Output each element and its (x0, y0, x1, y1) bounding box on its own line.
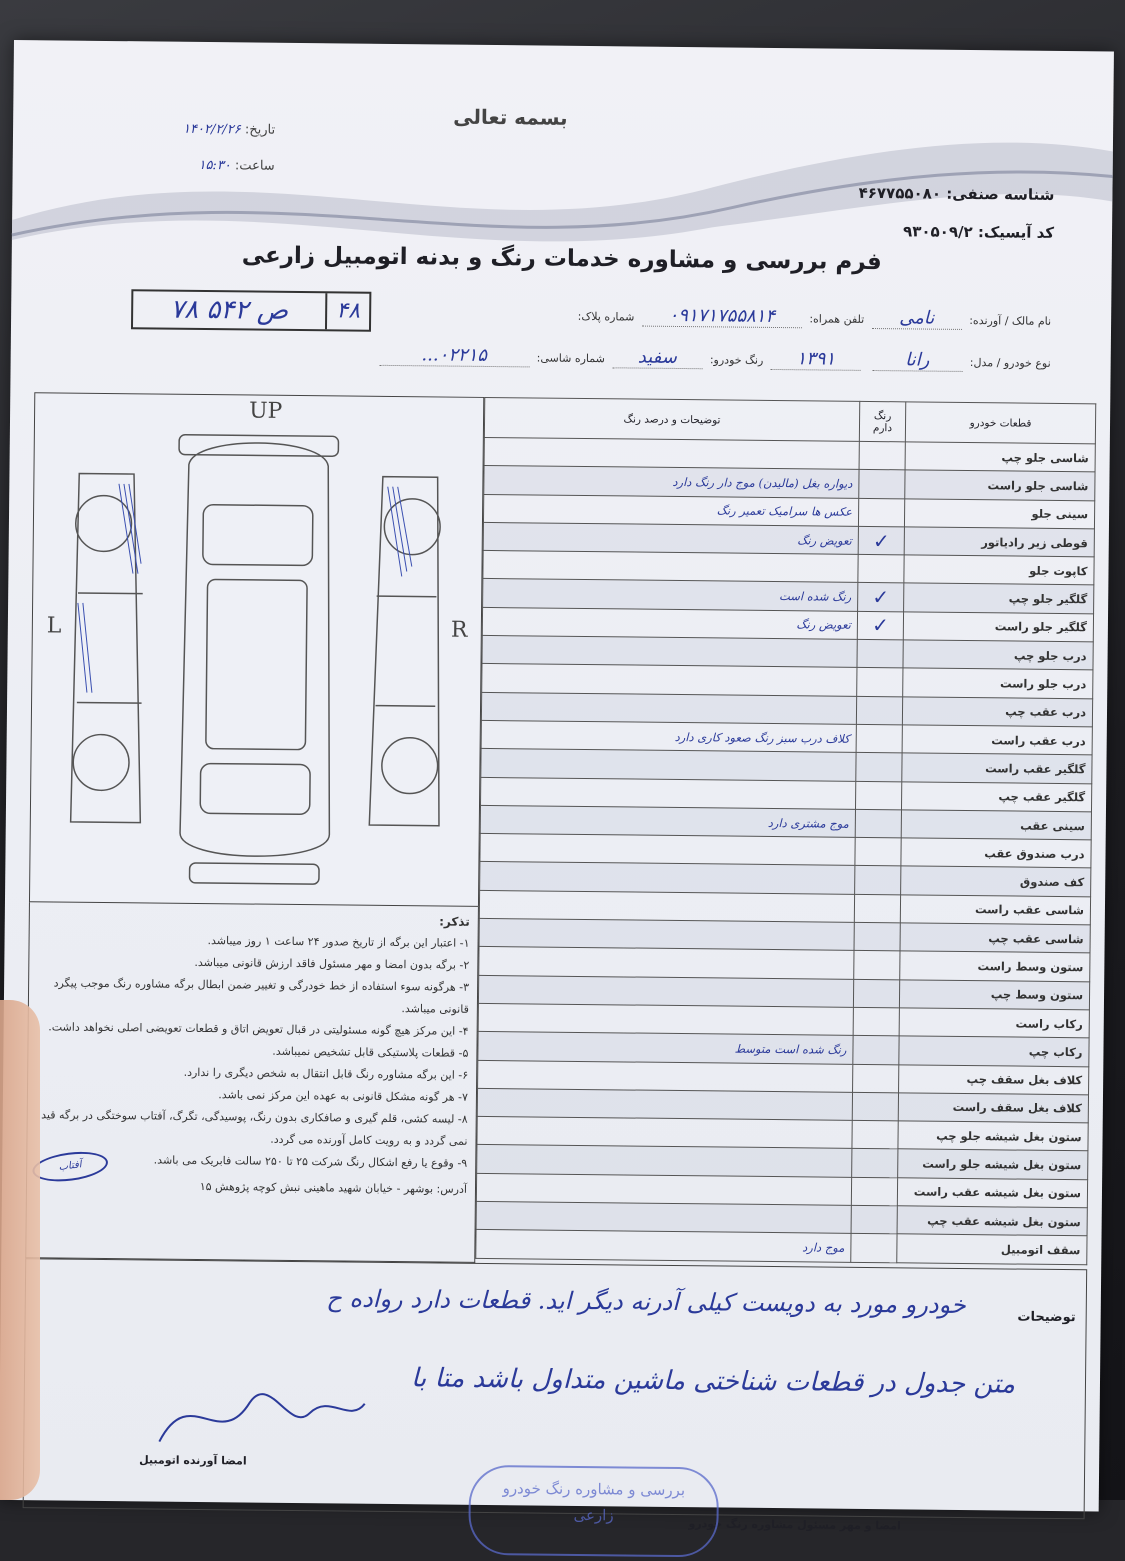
part-name: شاسی عقب راست (900, 895, 1090, 925)
reminders-list (35, 928, 470, 1175)
year-value: ۱۳۹۱ (771, 348, 861, 371)
paint-check (859, 470, 905, 499)
part-name: قوطی زیر رادیاتور (904, 527, 1094, 557)
paint-check (859, 441, 905, 470)
header-brand: بسمه تعالی (453, 104, 568, 130)
reminders-title: تذکر: (439, 914, 470, 929)
plate-region: ۴۸ (325, 293, 369, 329)
paint-check (853, 1036, 899, 1065)
stamp-line-1: بررسی و مشاوره رنگ خودرو (502, 1479, 686, 1500)
part-description: تعویض رنگ (482, 607, 857, 639)
reminder-item: ۷- هر گونه مشکل قانونی به عهده این مرکز نمی باشد. (218, 1088, 469, 1104)
paint-check: ✓ (858, 526, 904, 555)
reminder-item: ۲- برگه بدون امضا و مهر مسئول فاقد ارزش قانونی میباشد. (194, 955, 470, 972)
reminder-item: ۸- لیسه کشی، قلم گیری و صافکاری بدون رنگ، پوسیدگی، تگرگ، آفتاب سوختگی در برگه قید نمی گردد و به رویت کامل آورنده می گردد. (41, 1108, 468, 1148)
part-name: شاسی جلو راست (905, 470, 1095, 500)
small-stamp: آفتاب (31, 1148, 110, 1186)
remarks-label: توضیحات (1017, 1309, 1076, 1326)
date-value: ۱۴۰۲/۲/۲۶ (182, 121, 241, 138)
paint-check (853, 979, 899, 1008)
inspection-form-paper (0, 40, 1114, 1533)
finger-holding-paper (0, 1000, 40, 1500)
part-name: شاسی عقب چپ (900, 923, 1090, 953)
chassis-label: شماره شاسی: (536, 351, 605, 366)
part-description: دیواره بغل (مالیدن) موج دار رنگ دارد (484, 466, 859, 498)
paint-check (854, 922, 900, 951)
paint-check: ✓ (858, 583, 904, 612)
part-name: شاسی جلو چپ (905, 442, 1095, 472)
part-description (479, 890, 854, 922)
paint-check (855, 781, 901, 810)
part-description (478, 1003, 853, 1035)
reminders-box (25, 902, 479, 1263)
paint-check (851, 1177, 897, 1206)
paint-check (857, 639, 903, 668)
paint-check (851, 1205, 897, 1234)
parts-table (475, 397, 1096, 1265)
part-description (481, 777, 856, 809)
part-name: ستون بغل شیشه عقب راست (897, 1178, 1087, 1208)
col-part: قطعات خودرو (905, 402, 1095, 444)
remarks-line-2: متن جدول در قطعات شناختی ماشین متداول باشد متا با (410, 1363, 1016, 1400)
part-name: رکاب راست (899, 1008, 1089, 1038)
col-desc: توضیحات و درصد رنگ (484, 397, 859, 441)
part-description (476, 1173, 851, 1205)
paint-check (854, 894, 900, 923)
part-description (477, 1145, 852, 1177)
label-up: UP (249, 398, 283, 424)
plate-label: شماره پلاک: (577, 309, 635, 324)
table-header-row (484, 397, 1095, 443)
label-right: R (450, 617, 468, 643)
part-description (480, 862, 855, 894)
form-title: فرم بررسی و مشاوره خدمات رنگ و بدنه اتومبیل زارعی (241, 242, 882, 276)
label-left: L (46, 613, 62, 639)
car-top-view (175, 435, 339, 885)
chassis-value: ۰۲۲۱۵... (379, 344, 529, 368)
part-description (476, 1201, 851, 1233)
car-right-side (369, 477, 442, 826)
part-name: درب جلو چپ (903, 640, 1093, 670)
parts-table-body (476, 437, 1096, 1264)
paint-check (852, 1120, 898, 1149)
phone-value: ۰۹۱۷۱۷۵۵۸۱۴ (642, 305, 802, 329)
date-label: تاریخ: (244, 122, 276, 138)
business-ids (858, 174, 1055, 252)
part-description (477, 1117, 852, 1149)
part-description (482, 664, 857, 696)
vehicle-line (375, 344, 1051, 373)
owner-line (578, 304, 1052, 331)
paint-check (854, 951, 900, 980)
time-value: ۱۵:۳۰ (198, 157, 231, 174)
part-name: گلگیر جلو راست (903, 612, 1093, 642)
part-description: تعویض رنگ (483, 522, 858, 554)
part-name: ستون وسط چپ (899, 979, 1089, 1009)
ip-code: کد آیسیک: ۹۳۰۵۰۹/۲ (903, 222, 1055, 242)
business-id: شناسه صنفی: ۴۶۷۷۵۵۰۸۰ (858, 183, 1055, 204)
part-description: موج دارد (476, 1230, 851, 1262)
paint-check (855, 866, 901, 895)
paint-check (853, 1064, 899, 1093)
owner-signature-label: امضا آورنده اتومبیل (139, 1453, 247, 1468)
part-name: رکاب چپ (899, 1036, 1089, 1066)
part-description: کلاف درب سبز رنگ صعود کاری دارد (481, 720, 856, 752)
part-name: ستون بغل شیشه عقب چپ (897, 1206, 1087, 1236)
model-value: رانا (872, 349, 962, 372)
paint-check (852, 1092, 898, 1121)
part-description: موج مشتری دارد (480, 805, 855, 837)
part-name: درب عقب راست (902, 725, 1092, 755)
paint-check (855, 809, 901, 838)
paint-check (856, 696, 902, 725)
part-name: گلگیر عقب راست (902, 753, 1092, 783)
part-name: سینی عقب (901, 810, 1091, 840)
part-description: رنگ شده است متوسط (478, 1032, 853, 1064)
date-time-block (183, 112, 276, 185)
paint-check (858, 498, 904, 527)
part-description (483, 551, 858, 583)
part-name: ستون بغل شیشه جلو چپ (898, 1121, 1088, 1151)
stamp-line-2: زارعی (573, 1505, 614, 1525)
reminder-item: ۵- قطعات پلاستیکی قابل تشخیص نمیباشد. (272, 1044, 469, 1060)
paint-check (856, 724, 902, 753)
part-name: ستون وسط راست (900, 951, 1090, 981)
part-name: کاپوت جلو (904, 555, 1094, 585)
reminder-item: ۴- این مرکز هیچ گونه مسئولیتی در قبال تعویض اتاق و قطعات تعویضی اصلی نخواهد داشت. (48, 1020, 469, 1038)
part-description (479, 947, 854, 979)
damage-hatching (77, 483, 413, 696)
handwritten-signature (149, 1371, 370, 1463)
part-description: رنگ شده است (483, 579, 858, 611)
paint-check (852, 1149, 898, 1178)
paint-check: ✓ (857, 611, 903, 640)
company-stamp (468, 1465, 719, 1558)
center-signature-label: امضا و مهر مسئول مشاوره رنگ خودرو (688, 1517, 901, 1533)
reminder-item: ۱- اعتبار این برگه از تاریخ صدور ۲۴ ساعت ۱ روز میباشد. (207, 934, 470, 950)
part-name: سقف اتومبیل (897, 1234, 1087, 1264)
remarks-line-1: خودرو مورد به دویست کیلی آدرنه دیگر اید. قطعات دارد رواده ح (326, 1284, 966, 1320)
reminder-item: ۶- این برگه مشاوره رنگ قابل انتقال به شخص دیگری را ندارد. (183, 1065, 469, 1082)
color-label: رنگ خودرو: (709, 353, 764, 367)
reminder-item: ۳- هرگونه سوء استفاده از خط خودرگی و تغییر ضمن ابطال برگه مشاوره رنگ موجب پیگرد قانونی میباشد. (53, 976, 470, 1016)
owner-value: نامی (872, 307, 962, 330)
part-description (481, 749, 856, 781)
table-row (476, 1230, 1087, 1265)
reminder-item: ۹- وقوع یا رفع اشکال رنگ شرکت ۲۵ تا ۲۵۰ سالت فابریک می باشد. (153, 1153, 468, 1170)
address: آدرس: بوشهر - خیابان شهید ماهینی نبش کوچه پژوهش ۱۵ (199, 1180, 468, 1196)
car-diagram (29, 392, 484, 907)
part-name: گلگیر جلو چپ (904, 583, 1094, 613)
part-name: درب صندوق عقب (901, 838, 1091, 868)
part-name: درب عقب چپ (902, 697, 1092, 727)
part-name: سینی جلو (904, 498, 1094, 528)
plate-number: ۷۸ ص ۵۴۲ (170, 294, 289, 326)
part-description (481, 692, 856, 724)
paint-check (857, 668, 903, 697)
part-description (480, 834, 855, 866)
part-name: گلگیر عقب چپ (901, 781, 1091, 811)
part-description (484, 437, 859, 469)
license-plate (131, 289, 371, 332)
part-name: کلاف بغل سقف چپ (899, 1064, 1089, 1094)
model-label: نوع خودرو / مدل: (969, 356, 1051, 370)
col-paint: رنگ دارم (859, 401, 905, 441)
part-description: عکس ها سرامیک تعمیر رنگ (483, 494, 858, 526)
paint-check (851, 1234, 897, 1263)
part-description (478, 975, 853, 1007)
part-name: کف صندوق (901, 866, 1091, 896)
part-description (477, 1088, 852, 1120)
owner-label: نام مالک / آورنده: (969, 314, 1052, 328)
part-name: ستون بغل شیشه جلو راست (898, 1149, 1088, 1179)
time-label: ساعت: (234, 158, 275, 174)
part-name: کلاف بغل سقف راست (898, 1093, 1088, 1123)
car-diagram-svg (30, 393, 483, 906)
part-description (482, 636, 857, 668)
paint-check (856, 753, 902, 782)
color-value: سفید (612, 346, 702, 369)
paint-check (855, 838, 901, 867)
paint-check (853, 1007, 899, 1036)
phone-label: تلفن همراه: (809, 312, 865, 326)
part-description (478, 1060, 853, 1092)
car-left-side (71, 473, 144, 822)
paint-check (858, 555, 904, 584)
part-name: درب جلو راست (903, 668, 1093, 698)
part-description (479, 918, 854, 950)
